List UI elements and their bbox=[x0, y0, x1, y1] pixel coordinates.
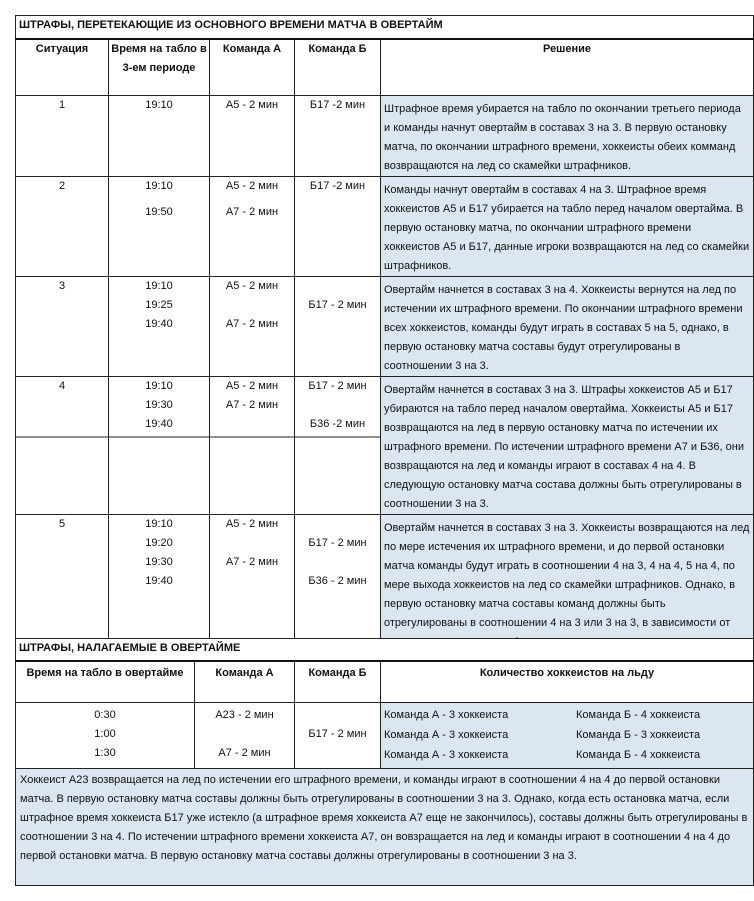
section2-title: ШТРАФЫ, НАЛАГАЕМЫЕ В ОВЕРТАЙМЕ bbox=[16, 639, 754, 661]
table-row bbox=[16, 377, 754, 515]
team-b-cell: Б17 - 2 мин Б36 - 2 мин bbox=[295, 515, 381, 661]
decision-cell: Команды начнут овертайм в составах 4 на 3. Штрафное время хоккеистов А5 и Б17 убирается на табло перед началом овертайма. В первую остановку матча, по окончании штрафного времени хоккеистов А5 и Б17, данные игроки возвращаются на лед со скамейки штрафников. bbox=[381, 177, 754, 277]
situation-number: 1 bbox=[16, 96, 109, 177]
team-a-cell: А23 - 2 мин А7 - 2 мин bbox=[195, 703, 295, 769]
header-time-3rd-period: Время на табло в 3-ем периоде bbox=[109, 39, 210, 96]
table-row bbox=[16, 703, 754, 769]
team-a-cell: А5 - 2 мин bbox=[210, 96, 295, 177]
header-team-b: Команда Б bbox=[295, 39, 381, 96]
decision-cell: Овертайм начнется в составах 3 на 3. Хоккеисты возвращаются на лед по мере истечения их штрафного времени, и до первой остановки матча команды будут играть в соотношении 4 на 3, 4 на 4, 5 на 4, по мере выхода хоккеистов на лед со скамейки штрафников. Однако, в первую остановку матча составы команд должны быть отрегулированы в соотношении 4 на 3 или 3 на 3, в зависимости от bbox=[381, 515, 754, 661]
table-row bbox=[16, 277, 754, 377]
overtime-note: Хоккеист А23 возвращается на лед по истечении его штрафного времени, и команды играют в соотношении 4 на 4 до первой остановки матча. В первую остановку матча составы должны быть отрегулированы в соотношении 3 на 3. Однако, когда есть остановка матча, если штрафное время хоккеиста Б17 уже истекло (а штрафное время хоккеиста А7 еще не закончилось), составы должны быть отрегулированы в соотношении 3 на 4. По истечении штрафного времени хоккеиста А7, он вовзращается на лед и команды играют в соотношении 4 на 4 до первой остановки матча. В первую остановку матча составы должны отрегулированы в соотношении 3 на 3. bbox=[16, 769, 754, 886]
carryover-penalties-table bbox=[15, 15, 754, 661]
team-a-cell: А5 - 2 мин А7 - 2 мин bbox=[210, 177, 295, 277]
decision-cell: Овертайм начнется в составах 3 на 3. Штрафы хоккеистов А5 и Б17 убираются на табло перед началом овертайма. Хоккеисты А5 и Б17 возвращаются на лед в первую остановку матча по истечении их штрафного времени. По истечении штрафного времени А7 и Б36, они возвращаются на лед и команды играют в составах 4 на 4. В следующую остановку матча состава должны быть отрегулированы в соотношении 3 на 3. bbox=[381, 377, 754, 515]
table-row bbox=[16, 96, 754, 177]
situation-number: 2 bbox=[16, 177, 109, 277]
time-cell: 0:30 1:00 1:30 bbox=[16, 703, 195, 769]
overtime-penalties-table bbox=[15, 638, 754, 886]
team-b-cell: Б17 - 2 мин Б36 -2 мин bbox=[295, 377, 381, 515]
header-team-a: Команда А bbox=[210, 39, 295, 96]
list-item: Команда А - 3 хоккеиста Команда Б - 4 хоккеиста bbox=[384, 749, 701, 761]
players-on-ice-cell bbox=[381, 703, 754, 769]
header-players-on-ice: Количество хоккеистов на льду bbox=[381, 661, 754, 703]
header-team-b: Команда Б bbox=[295, 661, 381, 703]
time-cell: 19:10 bbox=[109, 96, 210, 177]
decision-cell: Овертайм начнется в составах 3 на 4. Хоккеисты вернутся на лед по истечении их штрафного времени. По окончании штрафного времени всех хоккеистов, команды будут играть в составах 5 на 5, однако, в первую остановку матча составы будут отрегулированы в соотношении 3 на 3. bbox=[381, 277, 754, 377]
time-cell: 19:10 19:25 19:40 bbox=[109, 277, 210, 377]
decision-cell: Штрафное время убирается на табло по окончании третьего периода и команды начнут овертайм в составах 3 на 3. В первую остановку матча, по окончании штрафного времени, хоккеисты обеих комманд возвращаются на лед со скамейки штрафников. bbox=[381, 96, 754, 177]
table-row bbox=[16, 177, 754, 277]
situation-number: 4 bbox=[16, 377, 109, 515]
section1-title: ШТРАФЫ, ПЕРЕТЕКАЮЩИЕ ИЗ ОСНОВНОГО ВРЕМЕНИ МАТЧА В ОВЕРТАЙМ bbox=[16, 16, 754, 39]
situation-number: 3 bbox=[16, 277, 109, 377]
team-b-cell: Б17 -2 мин bbox=[295, 177, 381, 277]
team-a-cell: А5 - 2 мин А7 - 2 мин bbox=[210, 277, 295, 377]
team-b-cell: Б17 - 2 мин bbox=[295, 277, 381, 377]
time-cell: 19:10 19:20 19:30 19:40 bbox=[109, 515, 210, 661]
header-situation: Ситуация bbox=[16, 39, 109, 96]
team-a-cell: А5 - 2 мин А7 - 2 мин bbox=[210, 377, 295, 515]
time-cell: 19:10 19:50 bbox=[109, 177, 210, 277]
team-b-cell: Б17 -2 мин bbox=[295, 96, 381, 177]
team-a-cell: А5 - 2 мин А7 - 2 мин bbox=[210, 515, 295, 661]
header-team-a: Команда А bbox=[195, 661, 295, 703]
situation-number: 5 bbox=[16, 515, 109, 661]
header-decision: Решение bbox=[381, 39, 754, 96]
team-b-cell: Б17 - 2 мин bbox=[295, 703, 381, 769]
list-item: Команда А - 3 хоккеиста Команда Б - 3 хоккеиста bbox=[384, 729, 701, 741]
time-cell: 19:10 19:30 19:40 bbox=[109, 377, 210, 515]
list-item: Команда А - 3 хоккеиста Команда Б - 4 хоккеиста bbox=[384, 709, 701, 721]
header-time-overtime: Время на табло в овертайме bbox=[16, 661, 195, 703]
